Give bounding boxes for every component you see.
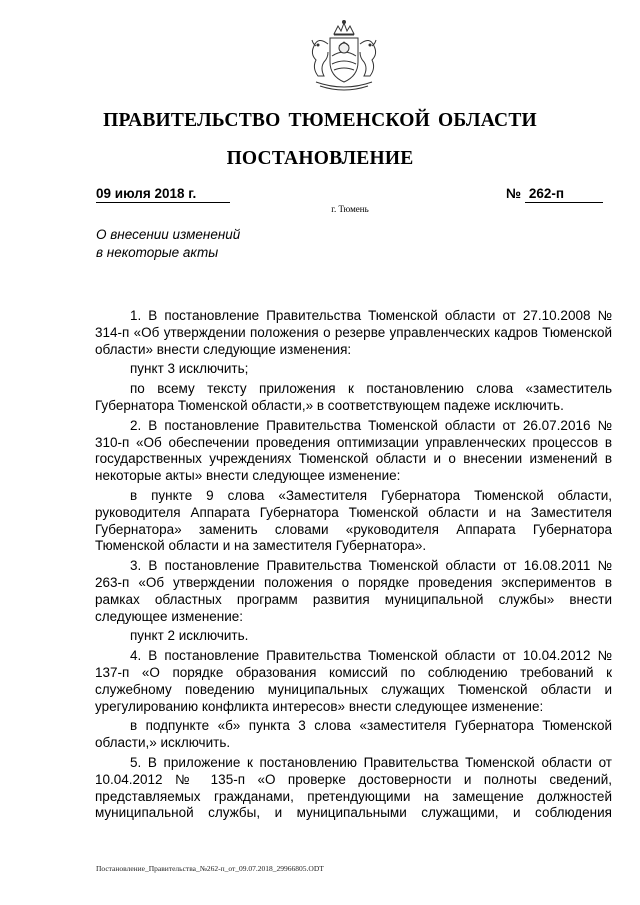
city-label: г. Тюмень [331, 204, 369, 214]
paragraph: 5. В приложение к постановлению Правительства Тюменской области от 10.04.2012 № 135-п «О проверке достоверности и полноты сведений, представляемых гражданами, претендующими на замещение должностей муниципальной службы, и муниципальными служащими, и соблюдения [95, 754, 612, 821]
paragraph: пункт 3 исключить; [130, 361, 249, 377]
paragraph: по всему тексту приложения к постановлению слова «заместитель Губернатора Тюменской области,» в соответствующем падеже исключить. [95, 381, 612, 413]
number-value: 262-п [525, 186, 603, 203]
footer-file-name: Постановление_Правительства_№262-п_от_09.07.2018_29966805.ODT [96, 864, 324, 873]
paragraph: в подпункте «б» пункта 3 слова «заместителя Губернатора Тюменской области,» исключить. [95, 718, 612, 751]
paragraph: 2. В постановление Правительства Тюменской области от 26.07.2016 № 310-п «Об обеспечении проведения оптимизации управленческих процессов в государственных учреждениях Тюменской области и о внесении изменений в некоторые акты» внести следующее изменение: [95, 417, 612, 484]
subject-line: О внесении изменений [96, 227, 241, 242]
paragraph: 4. В постановление Правительства Тюменской области от 10.04.2012 № 137-п «О порядке образования комиссий по соблюдению требований к служебному поведению муниципальных служащих Тюменской области и урегулированию конфликта интересов» внести следующее изменение: [95, 648, 612, 714]
number-prefix: № [506, 186, 522, 201]
paragraph: пункт 2 исключить. [130, 628, 249, 644]
paragraph: в пункте 9 слова «Заместителя Губернатора Тюменской области, руководителя Аппарата Губернатора Тюменской области и на Заместителя Губернатора» заменить словами «руководителя Аппарата Губернатора Тюменской области и на заместителя Губернатора». [95, 487, 612, 554]
document-body [95, 308, 612, 822]
paragraph: 3. В постановление Правительства Тюменской области от 16.08.2011 № 263-п «Об утверждении положения о порядке проведения экспериментов в рамках областных программ развития муниципальной службы» внести следующее изменение: [95, 558, 612, 624]
document-subject [96, 226, 296, 262]
document-type: ПОСТАНОВЛЕНИЕ [226, 148, 414, 169]
coat-of-arms-icon [294, 18, 394, 96]
organization-title: ПРАВИТЕЛЬСТВО ТЮМЕНСКОЙ ОБЛАСТИ [103, 110, 537, 131]
document-number [506, 186, 603, 203]
paragraph: 1. В постановление Правительства Тюменской области от 27.10.2008 № 314-п «Об утверждении положения о резерве управленческих кадров Тюменской области» внести следующие изменения: [95, 308, 612, 357]
document-date: 09 июля 2018 г. [96, 186, 230, 203]
subject-line: в некоторые акты [96, 245, 219, 260]
